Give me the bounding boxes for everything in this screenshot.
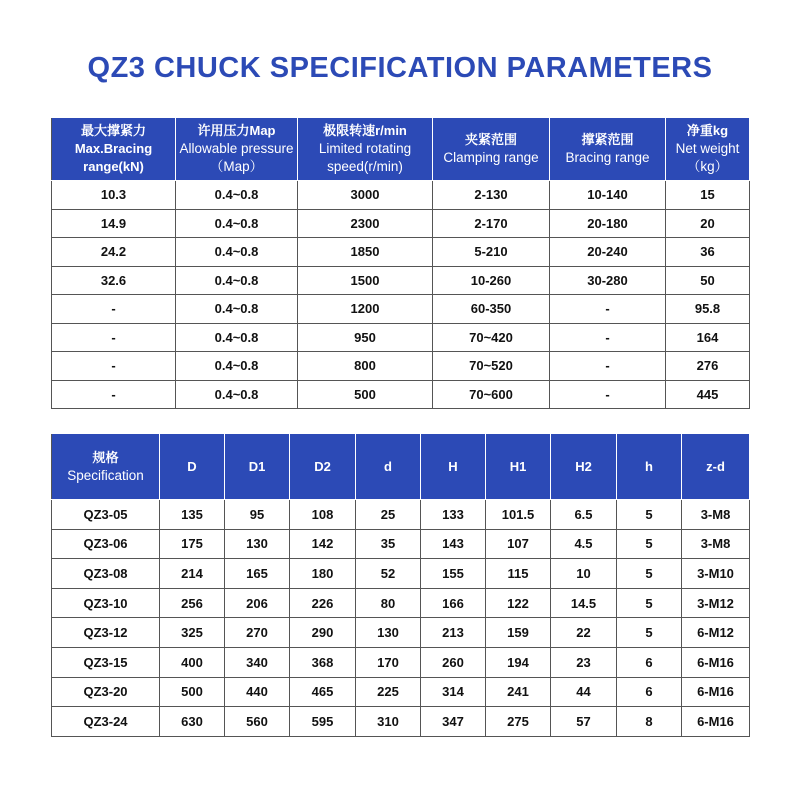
- table-cell: 165: [225, 559, 290, 589]
- table-cell: 1850: [298, 238, 433, 267]
- table-cell: 164: [666, 323, 750, 352]
- table-cell: 36: [666, 238, 750, 267]
- table-cell: 225: [356, 677, 421, 707]
- table-cell: 5-210: [433, 238, 550, 267]
- table-cell: 70~520: [433, 352, 550, 381]
- table-cell: 310: [356, 707, 421, 737]
- table-cell: 325: [160, 618, 225, 648]
- header-unit: （Map）: [209, 159, 264, 174]
- table-cell: 2300: [298, 209, 433, 238]
- table-row: [52, 323, 750, 352]
- table-cell: 108: [290, 500, 356, 530]
- table-cell: -: [550, 323, 666, 352]
- table-cell: 155: [421, 559, 486, 589]
- table-row: [52, 209, 750, 238]
- table-cell: 400: [160, 647, 225, 677]
- table-cell: 226: [290, 588, 356, 618]
- table-cell: 6-M16: [682, 677, 750, 707]
- header-cn: 夹紧范围: [464, 132, 517, 147]
- table-cell: QZ3-08: [52, 559, 160, 589]
- header-dim: H1: [486, 434, 551, 500]
- size-table: [51, 433, 750, 737]
- table-row: [52, 707, 750, 737]
- table-cell: 6-M12: [682, 618, 750, 648]
- header-bracing-range: [550, 118, 666, 181]
- header-dim: d: [356, 434, 421, 500]
- table-cell: 50: [666, 266, 750, 295]
- header-en: Net weight: [675, 141, 740, 156]
- table-cell: 3-M8: [682, 500, 750, 530]
- header-en: Allowable pressure: [179, 141, 294, 156]
- table-cell: 445: [666, 380, 750, 409]
- page-title: QZ3 CHUCK SPECIFICATION PARAMETERS: [87, 52, 713, 84]
- table-row: [52, 529, 750, 559]
- table-cell: 630: [160, 707, 225, 737]
- header-specification: [52, 434, 160, 500]
- table-cell: 0.4~0.8: [176, 238, 298, 267]
- table-cell: 194: [486, 647, 551, 677]
- table-cell: 95.8: [666, 295, 750, 324]
- header-en: Bracing range: [565, 150, 650, 165]
- table-cell: 368: [290, 647, 356, 677]
- table-cell: 14.9: [52, 209, 176, 238]
- header-dim: D: [160, 434, 225, 500]
- table-cell: 0.4~0.8: [176, 352, 298, 381]
- table-cell: 32.6: [52, 266, 176, 295]
- table-cell: QZ3-15: [52, 647, 160, 677]
- table-cell: 60-350: [433, 295, 550, 324]
- table-cell: 340: [225, 647, 290, 677]
- table-cell: 130: [225, 529, 290, 559]
- table-cell: 142: [290, 529, 356, 559]
- header-unit: （kg）: [686, 159, 729, 174]
- header-clamping-range: [433, 118, 550, 181]
- header-allowable-pressure: [176, 118, 298, 181]
- table-cell: 1500: [298, 266, 433, 295]
- table-cell: 5: [617, 529, 682, 559]
- table-cell: 170: [356, 647, 421, 677]
- table-cell: 122: [486, 588, 551, 618]
- table-cell: 950: [298, 323, 433, 352]
- table-cell: -: [550, 295, 666, 324]
- table-cell: -: [550, 352, 666, 381]
- table-row: [52, 677, 750, 707]
- table-cell: 0.4~0.8: [176, 209, 298, 238]
- table-cell: 10: [551, 559, 617, 589]
- table-cell: 500: [160, 677, 225, 707]
- table-cell: 3-M12: [682, 588, 750, 618]
- table-cell: 3000: [298, 181, 433, 210]
- size-header-row: [52, 434, 750, 500]
- table-cell: 0.4~0.8: [176, 266, 298, 295]
- header-dim: z-d: [682, 434, 750, 500]
- table-cell: 57: [551, 707, 617, 737]
- spec-table: [51, 117, 750, 409]
- table-cell: -: [52, 352, 176, 381]
- table-row: [52, 618, 750, 648]
- table-cell: QZ3-20: [52, 677, 160, 707]
- table-cell: 276: [666, 352, 750, 381]
- table-cell: 1200: [298, 295, 433, 324]
- table-row: [52, 238, 750, 267]
- table-cell: 20: [666, 209, 750, 238]
- table-row: [52, 266, 750, 295]
- table-cell: 560: [225, 707, 290, 737]
- table-cell: 214: [160, 559, 225, 589]
- table-cell: 241: [486, 677, 551, 707]
- header-dim: H2: [551, 434, 617, 500]
- header-cn: 最大撑紧力: [80, 123, 146, 138]
- table-cell: 2-170: [433, 209, 550, 238]
- table-cell: 440: [225, 677, 290, 707]
- table-cell: 800: [298, 352, 433, 381]
- table-cell: 5: [617, 588, 682, 618]
- table-cell: 4.5: [551, 529, 617, 559]
- table-cell: -: [52, 380, 176, 409]
- table-cell: QZ3-06: [52, 529, 160, 559]
- table-cell: 500: [298, 380, 433, 409]
- table-cell: 0.4~0.8: [176, 295, 298, 324]
- table-cell: 115: [486, 559, 551, 589]
- table-cell: 0.4~0.8: [176, 323, 298, 352]
- table-cell: 35: [356, 529, 421, 559]
- table-cell: 30-280: [550, 266, 666, 295]
- table-row: [52, 588, 750, 618]
- table-cell: 314: [421, 677, 486, 707]
- table-cell: 180: [290, 559, 356, 589]
- table-cell: 347: [421, 707, 486, 737]
- table-row: [52, 647, 750, 677]
- table-cell: 24.2: [52, 238, 176, 267]
- table-cell: QZ3-05: [52, 500, 160, 530]
- table-cell: 23: [551, 647, 617, 677]
- table-row: [52, 500, 750, 530]
- table-cell: 10-140: [550, 181, 666, 210]
- table-cell: 25: [356, 500, 421, 530]
- table-cell: 8: [617, 707, 682, 737]
- header-cn: 撑紧范围: [581, 132, 634, 147]
- header-cn: 极限转速r/min: [323, 123, 407, 138]
- table-cell: 6.5: [551, 500, 617, 530]
- table-cell: 2-130: [433, 181, 550, 210]
- table-cell: 166: [421, 588, 486, 618]
- table-cell: 290: [290, 618, 356, 648]
- table-row: [52, 295, 750, 324]
- table-cell: QZ3-24: [52, 707, 160, 737]
- table-cell: 143: [421, 529, 486, 559]
- table-cell: 206: [225, 588, 290, 618]
- table-row: [52, 559, 750, 589]
- table-cell: 260: [421, 647, 486, 677]
- header-en: Specification: [67, 467, 144, 483]
- table-cell: 6-M16: [682, 707, 750, 737]
- table-cell: 213: [421, 618, 486, 648]
- table-cell: -: [52, 323, 176, 352]
- header-dim: D2: [290, 434, 356, 500]
- table-cell: 101.5: [486, 500, 551, 530]
- table-cell: 70~420: [433, 323, 550, 352]
- table-cell: 0.4~0.8: [176, 181, 298, 210]
- header-dim: h: [617, 434, 682, 500]
- table-cell: 5: [617, 618, 682, 648]
- header-limited-speed: [298, 118, 433, 181]
- table-cell: -: [550, 380, 666, 409]
- size-table-body: [52, 500, 750, 737]
- spec-table-body: [52, 181, 750, 409]
- table-cell: 80: [356, 588, 421, 618]
- table-cell: 10.3: [52, 181, 176, 210]
- table-cell: 22: [551, 618, 617, 648]
- table-cell: QZ3-10: [52, 588, 160, 618]
- header-cn: 净重kg: [686, 123, 729, 138]
- table-cell: 107: [486, 529, 551, 559]
- table-cell: 3-M8: [682, 529, 750, 559]
- header-net-weight: [666, 118, 750, 181]
- table-cell: 6-M16: [682, 647, 750, 677]
- table-cell: 275: [486, 707, 551, 737]
- header-dim: D1: [225, 434, 290, 500]
- table-cell: 135: [160, 500, 225, 530]
- table-cell: 133: [421, 500, 486, 530]
- table-cell: 5: [617, 559, 682, 589]
- table-cell: 14.5: [551, 588, 617, 618]
- spec-header-row: [52, 118, 750, 181]
- table-cell: 270: [225, 618, 290, 648]
- header-en: Limited rotating speed(r/min): [318, 141, 412, 174]
- table-cell: 10-260: [433, 266, 550, 295]
- table-cell: 52: [356, 559, 421, 589]
- table-cell: 159: [486, 618, 551, 648]
- table-cell: -: [52, 295, 176, 324]
- table-cell: 465: [290, 677, 356, 707]
- header-cn: 许用压力Map: [197, 123, 276, 138]
- table-cell: 20-240: [550, 238, 666, 267]
- table-cell: 6: [617, 677, 682, 707]
- table-cell: 95: [225, 500, 290, 530]
- table-cell: 0.4~0.8: [176, 380, 298, 409]
- table-cell: 5: [617, 500, 682, 530]
- table-cell: 15: [666, 181, 750, 210]
- table-cell: 595: [290, 707, 356, 737]
- header-en: Clamping range: [443, 150, 539, 165]
- table-cell: 256: [160, 588, 225, 618]
- table-cell: 6: [617, 647, 682, 677]
- table-cell: 20-180: [550, 209, 666, 238]
- table-row: [52, 181, 750, 210]
- table-cell: 3-M10: [682, 559, 750, 589]
- table-cell: QZ3-12: [52, 618, 160, 648]
- table-cell: 44: [551, 677, 617, 707]
- table-cell: 70~600: [433, 380, 550, 409]
- table-cell: 130: [356, 618, 421, 648]
- table-cell: 175: [160, 529, 225, 559]
- header-cn: 规格: [92, 449, 119, 465]
- table-row: [52, 352, 750, 381]
- table-row: [52, 380, 750, 409]
- header-max-bracing: [52, 118, 176, 181]
- header-dim: H: [421, 434, 486, 500]
- header-en: Max.Bracing range(kN): [74, 141, 153, 174]
